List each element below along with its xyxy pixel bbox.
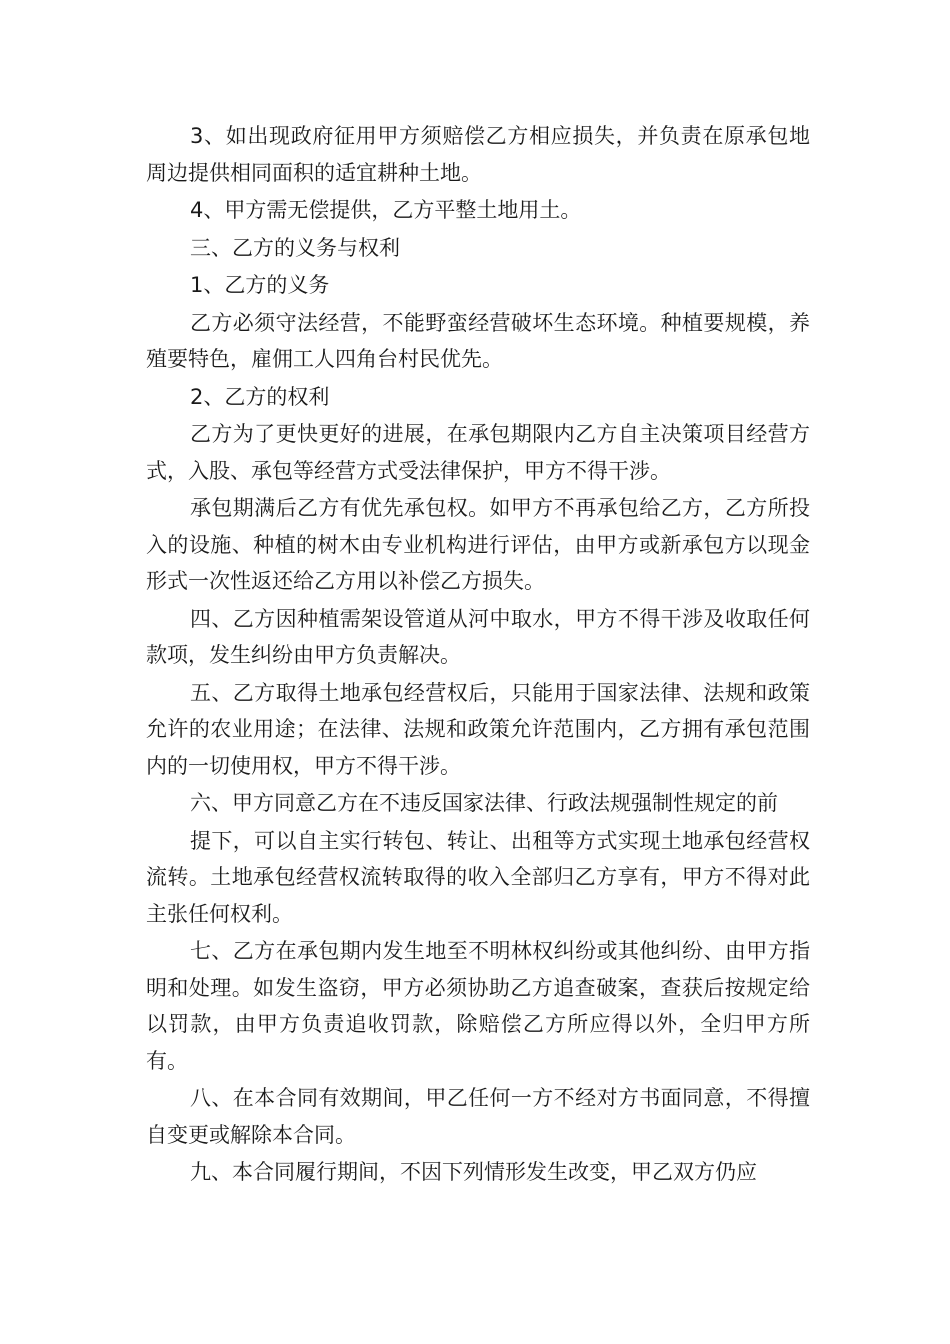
subheading-obligations: 1、乙方的义务: [190, 273, 330, 297]
paragraph-priority-contract: 承包期满后乙方有优先承包权。如甲方不再承包给乙方，乙方所投入的设施、种植的树木由专业机构进行评估，由甲方或新承包方以现金形式一次性返还给乙方用以补偿乙方损失。: [146, 496, 810, 593]
paragraph-clause-3-4: 4、甲方需无偿提供，乙方平整土地用土。: [190, 198, 582, 222]
paragraph-clause-3-3: 3、如出现政府征用甲方须赔偿乙方相应损失，并负责在原承包地周边提供相同面积的适宜耕种土地。: [146, 124, 810, 185]
paragraph-rights: 乙方为了更快更好的进展，在承包期限内乙方自主决策项目经营方式，入股、承包等经营方式受法律保护，甲方不得干涉。: [146, 422, 810, 483]
paragraph-section-5: 五、乙方取得土地承包经营权后，只能用于国家法律、法规和政策允许的农业用途；在法律、法规和政策允许范围内，乙方拥有承包范围内的一切使用权，甲方不得干涉。: [146, 680, 810, 778]
paragraph-section-6-continued: 提下，可以自主实行转包、转让、出租等方式实现土地承包经营权流转。土地承包经营权流转取得的收入全部归乙方享有，甲方不得对此主张任何权利。: [146, 828, 810, 926]
paragraph-section-8: 八、在本合同有效期间，甲乙任何一方不经对方书面同意，不得擅自变更或解除本合同。: [146, 1086, 810, 1147]
paragraph-obligations: 乙方必须守法经营，不能野蛮经营破坏生态环境。种植要规模，养殖要特色，雇佣工人四角台村民优先。: [146, 310, 810, 371]
subheading-rights: 2、乙方的权利: [190, 384, 330, 409]
paragraph-section-6: 六、甲方同意乙方在不违反国家法律、行政法规强制性规定的前: [190, 791, 778, 815]
document-body: [146, 118, 810, 1192]
paragraph-section-7: 七、乙方在承包期内发生地至不明林权纠纷或其他纠纷、由甲方指明和处理。如发生盗窃，甲方必须协助乙方追查破案，查获后按规定给以罚款，由甲方负责追收罚款，除赔偿乙方所应得以外，全归甲方所有。: [146, 939, 810, 1073]
paragraph-section-4: 四、乙方因种植需架设管道从河中取水，甲方不得干涉及收取任何款项，发生纠纷由甲方负责解决。: [146, 606, 810, 667]
section-heading-3: 三、乙方的义务与权利: [190, 235, 400, 260]
paragraph-section-9: 九、本合同履行期间，不因下列情形发生改变，甲乙双方仍应: [190, 1160, 757, 1184]
